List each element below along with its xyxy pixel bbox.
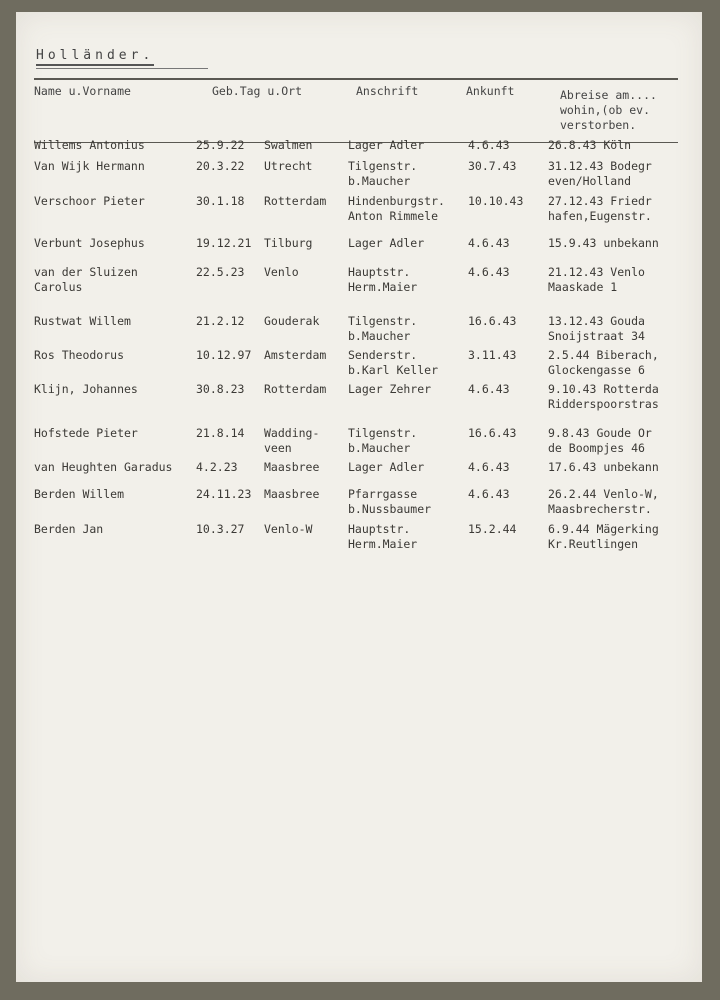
table-row	[16, 159, 702, 193]
cell-birth-date: 10.3.27	[196, 522, 245, 536]
cell-departure: 31.12.43 Bodegr even/Holland	[548, 159, 652, 188]
cell-name: Willems Antonius	[34, 138, 145, 152]
cell-address: Tilgenstr. b.Maucher	[348, 314, 418, 343]
table-row	[16, 487, 702, 521]
table-row	[16, 348, 702, 382]
cell-name: Berden Jan	[34, 522, 104, 536]
column-header-address: Anschrift	[356, 84, 419, 98]
cell-address: Lager Zehrer	[348, 382, 432, 396]
cell-departure: 9.8.43 Goude Or de Boompjes 46	[548, 426, 652, 455]
cell-address: Hauptstr. Herm.Maier	[348, 265, 418, 294]
cell-birth-date: 19.12.21	[196, 236, 252, 250]
cell-departure: 27.12.43 Friedr hafen,Eugenstr.	[548, 194, 652, 223]
cell-birth-place: Maasbree	[264, 460, 320, 474]
cell-birth-date: 22.5.23	[196, 265, 245, 279]
cell-address: Senderstr. b.Karl Keller	[348, 348, 439, 377]
cell-address: Lager Adler	[348, 460, 425, 474]
cell-arrival: 30.7.43	[468, 159, 517, 173]
table-row	[16, 314, 702, 348]
cell-birth-place: Venlo	[264, 265, 299, 279]
cell-arrival: 4.6.43	[468, 460, 510, 474]
cell-birth-place: Wadding- veen	[264, 426, 320, 455]
cell-name: van der Sluizen Carolus	[34, 265, 138, 294]
cell-departure: 21.12.43 Venlo Maaskade 1	[548, 265, 645, 294]
cell-birth-date: 21.8.14	[196, 426, 245, 440]
document-page	[16, 12, 702, 982]
cell-departure: 26.2.44 Venlo-W, Maasbrecherstr.	[548, 487, 659, 516]
cell-address: Tilgenstr. b.Maucher	[348, 159, 418, 188]
cell-birth-place: Gouderak	[264, 314, 320, 328]
cell-birth-place: Maasbree	[264, 487, 320, 501]
cell-arrival: 4.6.43	[468, 487, 510, 501]
cell-departure: 2.5.44 Biberach, Glockengasse 6	[548, 348, 659, 377]
column-header-birth: Geb.Tag u.Ort	[212, 84, 303, 98]
cell-birth-date: 4.2.23	[196, 460, 238, 474]
cell-name: Hofstede Pieter	[34, 426, 138, 440]
cell-arrival: 4.6.43	[468, 138, 510, 152]
cell-name: Klijn, Johannes	[34, 382, 138, 396]
cell-birth-date: 24.11.23	[196, 487, 252, 501]
cell-birth-place: Swalmen	[264, 138, 313, 152]
cell-arrival: 3.11.43	[468, 348, 517, 362]
column-header-departure: Abreise am.... wohin,(ob ev. verstorben.	[560, 88, 657, 132]
cell-birth-date: 20.3.22	[196, 159, 245, 173]
cell-departure: 13.12.43 Gouda Snoijstraat 34	[548, 314, 645, 343]
cell-birth-place: Amsterdam	[264, 348, 327, 362]
cell-address: Pfarrgasse b.Nussbaumer	[348, 487, 432, 516]
table-row	[16, 265, 702, 299]
cell-arrival: 10.10.43	[468, 194, 524, 208]
cell-name: Verbunt Josephus	[34, 236, 145, 250]
cell-birth-date: 10.12.97	[196, 348, 252, 362]
cell-address: Lager Adler	[348, 138, 425, 152]
cell-name: Verschoor Pieter	[34, 194, 145, 208]
cell-arrival: 4.6.43	[468, 265, 510, 279]
cell-name: Ros Theodorus	[34, 348, 125, 362]
cell-name: Rustwat Willem	[34, 314, 131, 328]
cell-birth-date: 21.2.12	[196, 314, 245, 328]
page-heading: Holländer.	[36, 48, 154, 66]
table-row	[16, 382, 702, 416]
column-header-arrival: Ankunft	[466, 84, 515, 98]
cell-birth-date: 30.8.23	[196, 382, 245, 396]
cell-departure: 15.9.43 unbekann	[548, 236, 659, 250]
cell-departure: 9.10.43 Rotterda Ridderspoorstras	[548, 382, 659, 411]
cell-birth-place: Rotterdam	[264, 382, 327, 396]
cell-birth-place: Utrecht	[264, 159, 313, 173]
cell-birth-place: Rotterdam	[264, 194, 327, 208]
cell-arrival: 16.6.43	[468, 426, 517, 440]
heading-underline	[36, 68, 208, 69]
cell-address: Hauptstr. Herm.Maier	[348, 522, 418, 551]
column-header-name: Name u.Vorname	[34, 84, 131, 98]
cell-birth-date: 30.1.18	[196, 194, 245, 208]
cell-arrival: 4.6.43	[468, 382, 510, 396]
cell-birth-place: Venlo-W	[264, 522, 313, 536]
table-row	[16, 194, 702, 228]
cell-birth-date: 25.9.22	[196, 138, 245, 152]
cell-address: Hindenburgstr. Anton Rimmele	[348, 194, 445, 223]
table-row	[16, 426, 702, 460]
cell-departure: 26.8.43 Köln	[548, 138, 632, 152]
cell-arrival: 16.6.43	[468, 314, 517, 328]
cell-arrival: 4.6.43	[468, 236, 510, 250]
cell-name: van Heughten Garadus	[34, 460, 173, 474]
table-top-rule	[34, 78, 678, 80]
cell-departure: 17.6.43 unbekann	[548, 460, 659, 474]
cell-arrival: 15.2.44	[468, 522, 517, 536]
cell-address: Tilgenstr. b.Maucher	[348, 426, 418, 455]
cell-departure: 6.9.44 Mägerking Kr.Reutlingen	[548, 522, 659, 551]
cell-name: Van Wijk Hermann	[34, 159, 145, 173]
cell-name: Berden Willem	[34, 487, 125, 501]
table-row	[16, 522, 702, 556]
cell-birth-place: Tilburg	[264, 236, 313, 250]
cell-address: Lager Adler	[348, 236, 425, 250]
